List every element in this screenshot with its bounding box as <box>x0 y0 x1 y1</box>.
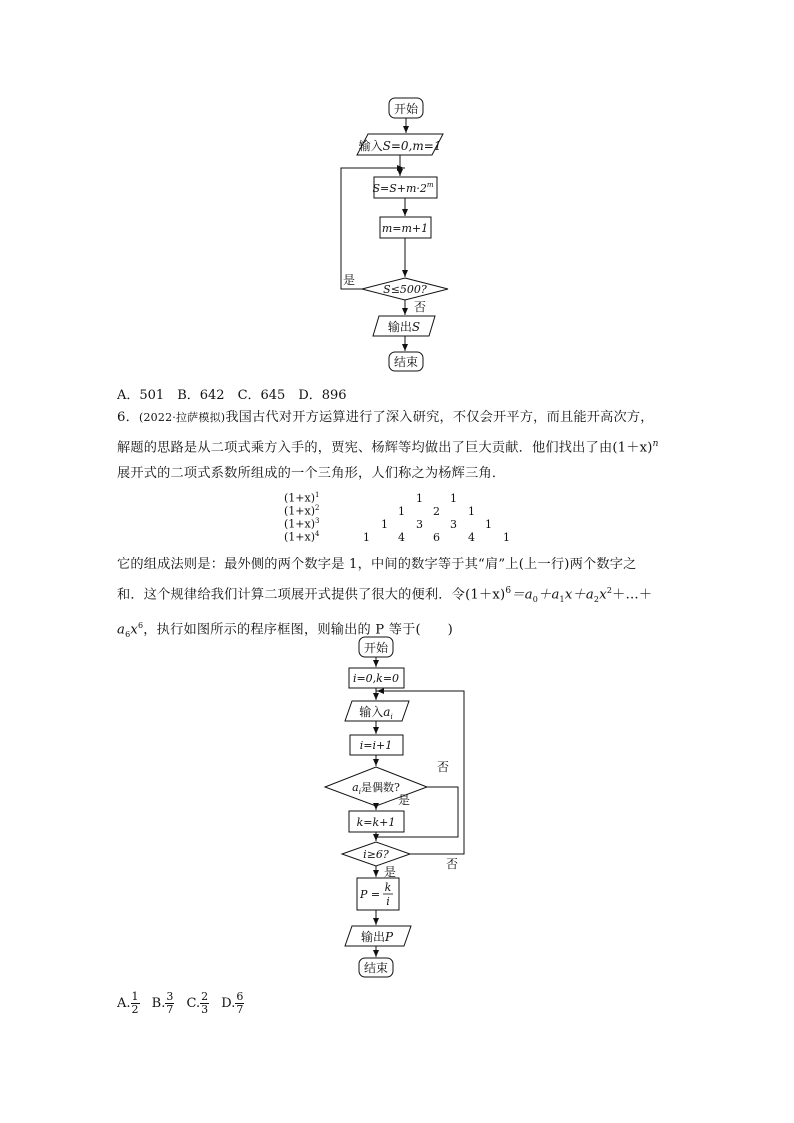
flowchart-2 <box>0 630 794 990</box>
flow2-yes2-label: 是 <box>384 865 397 879</box>
triangle-cell: 6 <box>433 531 440 544</box>
flow2-start-label: 开始 <box>363 641 389 655</box>
flow2-p-denominator: i <box>386 895 390 908</box>
triangle-cell: 1 <box>485 518 492 531</box>
triangle-cell: 4 <box>468 531 475 544</box>
triangle-cell: 1 <box>503 531 510 544</box>
triangle-cell: 1 <box>468 505 475 518</box>
flow2-end-label: 结束 <box>363 961 389 975</box>
flow2-no1-label: 否 <box>437 760 450 774</box>
q6-intro <box>117 405 677 487</box>
flow2-inc-k-label: k=k+1 <box>356 816 396 829</box>
triangle-cell: 3 <box>450 518 457 531</box>
flow2-p-numerator: k <box>384 881 392 894</box>
q6-line3: 展开式的二项式系数所组成的一个三角形，人们称之为杨辉三角． <box>117 466 506 482</box>
flow2-init-label: i=0,k=0 <box>352 672 400 685</box>
triangle-label-1: $(1+x)^1$ <box>284 491 320 505</box>
q6-option-c: C. $\frac{2}{3}$ <box>186 990 209 1016</box>
flow1-end-label: 结束 <box>393 355 419 369</box>
q6-option-a: A. $\frac{1}{2}$ <box>117 990 139 1016</box>
triangle-cell: 4 <box>398 531 405 544</box>
triangle-cell: 2 <box>433 505 440 518</box>
flow2-input-label: 输入$a_i$ <box>359 705 393 721</box>
flow1-start-label: 开始 <box>393 102 419 116</box>
flow2-even-label: $a_i$是偶数? <box>352 781 400 796</box>
triangle-cell: 3 <box>416 518 423 531</box>
flow2-assign-p-label: P = <box>360 888 381 901</box>
flowchart-1 <box>0 0 794 380</box>
q6-rule-line3: a <box>117 622 126 638</box>
flow1-assign-s-label: $S=S+m\cdot 2^m$ <box>372 181 434 195</box>
q6-rule-line2: 和．这个规律给我们计算二项展开式提供了很大的便利．令(1＋x) <box>117 587 506 603</box>
q6-rule: 它的组成法则是：最外侧的两个数字是 1，中间的数字等于其“肩”上(上一行)两个数字之 和．这个规律给我们计算二项展开式提供了很大的便利．令$(1+x)^6=a_0+a_1x+a_2x^2+\dots+$ $a_6x^6$，执行如图所示的程序框图，则输出的 P 等于( ) <box>117 557 653 640</box>
q6-number: 6． <box>117 410 139 425</box>
q6-option-d: D. $\frac{6}{7}$ <box>221 990 244 1016</box>
flow1-output-label: 输出S <box>387 320 421 334</box>
flow1-condition-label: S≤500? <box>383 283 427 296</box>
flow2-i-ge-6-label: i≥6? <box>363 848 389 861</box>
flow2-yes1-label: 是 <box>398 793 411 807</box>
flow1-yes-label: 是 <box>343 273 356 287</box>
triangle-cell: 1 <box>416 492 423 505</box>
flow1-input-label: 输入S=0,m=1 <box>358 139 442 153</box>
q6-rule-line1: 它的组成法则是：最外侧的两个数字是 1，中间的数字等于其“肩”上(上一行)两个数字之 <box>117 557 637 572</box>
triangle-label-3: $(1+x)^3$ <box>284 517 320 531</box>
triangle-label-2: $(1+x)^2$ <box>284 504 320 518</box>
flow1-assign-m-label: m=m+1 <box>381 222 429 235</box>
q6-line1: 我国古代对开方运算进行了深入研究，不仅会开平方，而且能开高次方， <box>225 410 654 425</box>
flow2-inc-i-label: i=i+1 <box>359 739 393 752</box>
flow2-no2-label: 否 <box>446 857 459 871</box>
triangle-label-4: $(1+x)^4$ <box>284 530 320 544</box>
flow1-no-label: 否 <box>414 300 427 314</box>
q6-options <box>117 991 244 1016</box>
triangle-cell: 1 <box>398 505 405 518</box>
flow2-output-label: 输出P <box>360 930 394 944</box>
q6-option-b: B. $\frac{3}{7}$ <box>151 990 174 1016</box>
q6-line2-sup: n <box>652 439 659 449</box>
triangle-cell: 1 <box>363 531 370 544</box>
triangle-cell: 1 <box>381 518 388 531</box>
q6-source: (2022·拉萨模拟) <box>138 411 226 424</box>
triangle-cell: 1 <box>450 492 457 505</box>
q6-line2: 解题的思路是从二项式乘方入手的，贾宪、杨辉等均做出了巨大贡献．他们找出了由(1＋x) <box>117 440 653 456</box>
q5-options: A．501 B．642 C．645 D．896 <box>117 388 347 403</box>
